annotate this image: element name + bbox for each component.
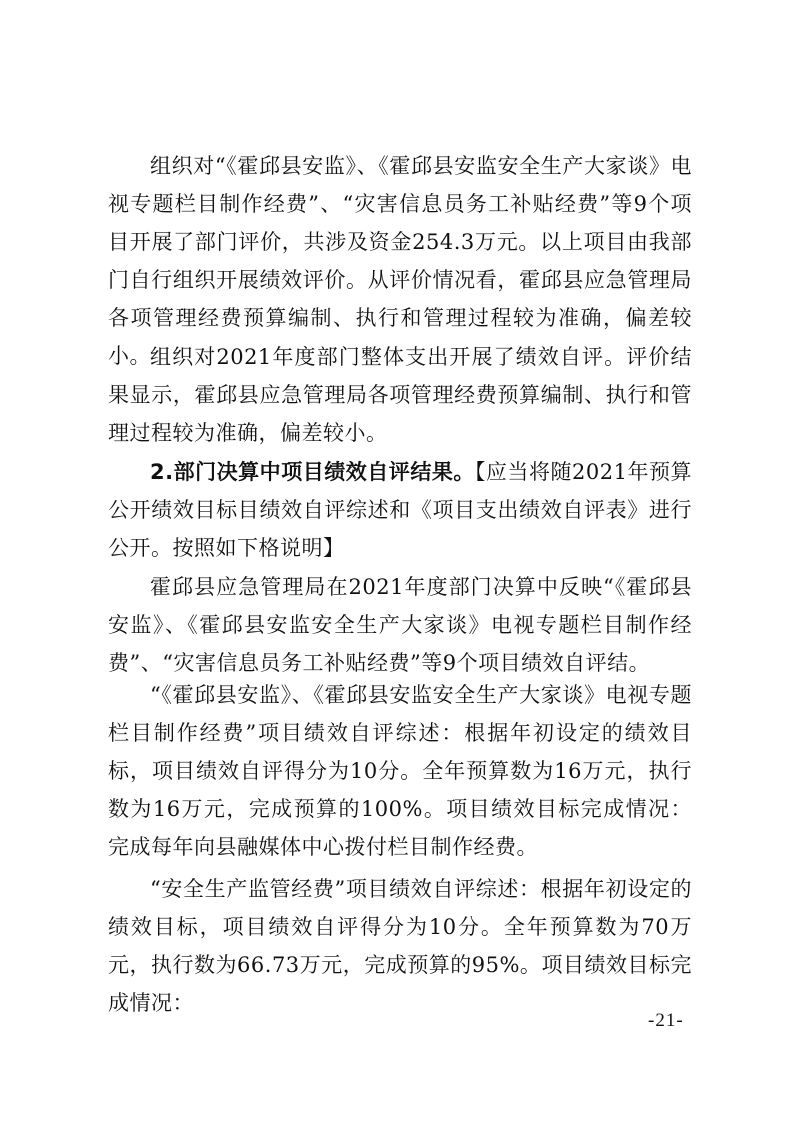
paragraph-tv-program-project: “《霍邱县安监》、《霍邱县安监安全生产大家谈》电视专题栏目制作经费”项目绩效自评综述：根据年初设定的绩效目标，项目绩效自评得分为10分。全年预算数为16万元，执行数为16万元，完成预算的100%。项目绩效目标完成情况：完成每年向县融媒体中心拨付栏目制作经费。 [108,683,692,859]
section-heading-bold: 2.部门决算中项目绩效自评结果。 [150,460,475,484]
paragraph-final-accounts-summary: 霍邱县应急管理局在2021年度部门决算中反映“《霍邱县安监》、《霍邱县安监安全生产大家谈》电视专题栏目制作经费”、“灾害信息员务工补贴经费”等9个项目绩效自评结。 [108,575,692,675]
paragraph-department-evaluation: 组织对“《霍邱县安监》、《霍邱县安监安全生产大家谈》电视专题栏目制作经费”、“灾害信息员务工补贴经费”等9个项目开展了部门评价，共涉及资金254.3万元。以上项目由我部门自行组织开展绩效评价。从评价情况看，霍邱县应急管理局各项管理经费预算编制、执行和管理过程较为准确，偏差较小。 [108,154,692,368]
page-number: -21- [648,1010,684,1031]
paragraph-overall-self-evaluation: 组织对2021年度部门整体支出开展了绩效自评。评价结果显示，霍邱县应急管理局各项管理经费预算编制、执行和管理过程较为准确，偏差较小。 [108,345,692,445]
paragraph-project-results-heading [108,453,692,567]
paragraph-safety-supervision-project: “安全生产监管经费”项目绩效自评综述：根据年初设定的绩效目标，项目绩效自评得分为10分。全年预算数为70万元，执行数为66.73万元，完成预算的95%。项目绩效目标完成情况： [108,877,692,1015]
section-heading-note: 【应当将随2021年预算公开绩效目标目绩效自评综述和《项目支出绩效自评表》进行公开。按照如下格说明】 [108,460,692,560]
